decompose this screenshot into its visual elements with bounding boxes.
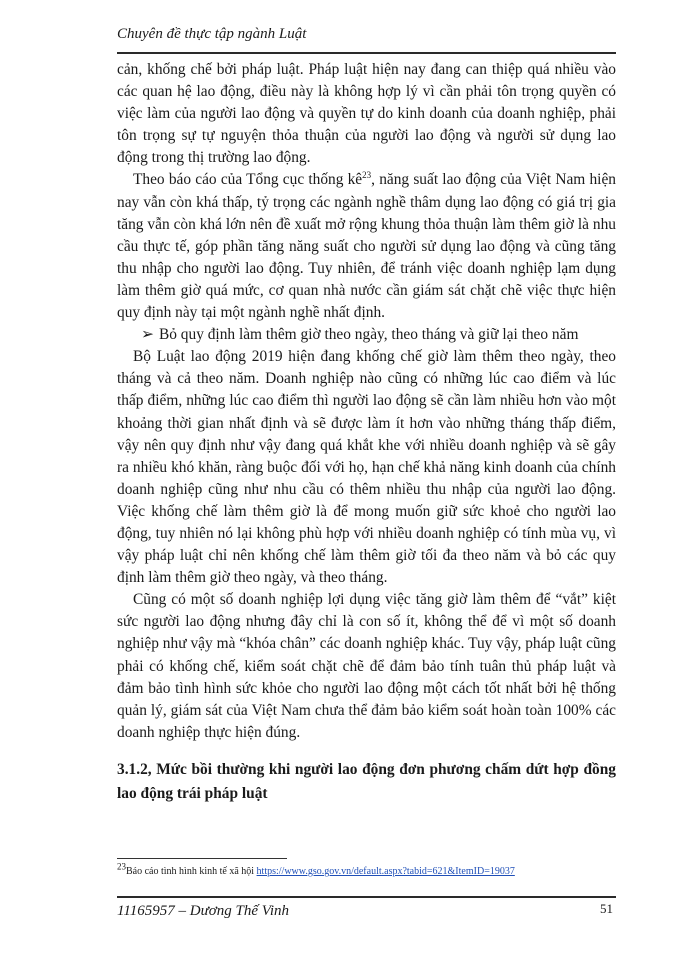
footnote: [117, 861, 616, 877]
paragraph: [117, 169, 616, 324]
paragraph: Cũng có một số doanh nghiệp lợi dụng việc tăng giờ làm thêm để “vắt” kiệt sức người lao động nhưng đây chỉ là con số ít, không thể để vì một số doanh nghiệp như vậy mà “khóa chân” các doanh nghiệp khác. Tuy vậy, pháp luật cũng phải có khống chế, kiểm soát chặt chẽ để đảm bảo tính tuân thủ pháp luật và đảm bảo tình hình sức khỏe cho người lao động một cách tốt nhất bởi hệ thống quản lý, giám sát của Việt Nam chưa thể đảm bảo kiểm soát hoàn toàn 100% các doanh nghiệp thực hiện đúng.: [117, 591, 616, 741]
footer-author: 11165957 – Dương Thế Vinh: [117, 903, 290, 919]
paragraph: cản, khống chế bởi pháp luật. Pháp luật hiện nay đang can thiệp quá nhiều vào các quan hệ lao động, điều này là không hợp lý vì cần phải tôn trọng quyền có việc làm của người lao động và quyền tự do kinh doanh của doanh nghiệp, phải tôn trọng sự tự nguyện thỏa thuận của người lao động và người sử dụng lao động trong thị trường lao động.: [117, 61, 616, 167]
body-text: [117, 59, 616, 806]
footnote-link[interactable]: https://www.gso.gov.vn/default.aspx?tabid=621&ItemID=19037: [256, 866, 515, 877]
footer-rule: [117, 896, 616, 898]
paragraph-text: , năng suất lao động của Việt Nam hiện nay vẫn còn khá thấp, tỷ trọng các ngành nghề thâm dụng lao động có giá trị gia tăng vẫn còn khá lớn nên đề xuất mở rộng khung thỏa thuận làm thêm giờ là nhu cầu thực tế, góp phần tăng năng suất cho người sử dụng lao động và cũng tăng thu nhập cho người lao động. Tuy nhiên, để tránh việc doanh nghiệp lạm dụng làm thêm giờ quá mức, cơ quan nhà nước cần giám sát chặt chẽ việc thực hiện quy định này tại một ngành nghề nhất định.: [117, 171, 616, 322]
paragraph: Bộ Luật lao động 2019 hiện đang khống chế giờ làm thêm theo ngày, theo tháng và cả theo năm. Doanh nghiệp nào cũng có những lúc cao điểm và lúc thấp điểm, những lúc cao điểm thì người lao động sẽ cần làm nhiều hơn vào một khoảng thời gian nhất định và sẽ được làm ít hơn vào những tháng thấp điểm, vậy nên quy định như vậy đang quá khắt khe với nhiều doanh nghiệp và sẽ gây ra nhiều khó khăn, ràng buộc đối với họ, hạn chế khả năng kinh doanh của chính doanh nghiệp cũng như nhu cầu có thêm nhiều thu nhập của người lao động. Việc khống chế làm thêm giờ là để mong muốn giữ sức khoẻ cho người lao động, tuy nhiên nó lại không phù hợp với nhiều doanh nghiệp có tính mùa vụ, vì vậy pháp luật chỉ nên khống chế làm thêm giờ tối đa theo năm và bỏ các quy định làm thêm giờ theo ngày, và theo tháng.: [117, 348, 616, 587]
section-heading: 3.1.2, Mức bồi thường khi người lao động đơn phương chấm dứt hợp đồng lao động trái pháp luật: [117, 760, 616, 802]
header-rule: [117, 52, 616, 54]
page-number: 51: [600, 901, 613, 916]
bullet-item: [117, 324, 616, 346]
footnote-number: 23: [117, 861, 126, 872]
footnote-text: Báo cáo tình hình kinh tế xã hội: [126, 866, 255, 877]
page-header: Chuyên đề thực tập ngành Luật: [117, 26, 307, 42]
arrow-bullet-icon: ➢: [141, 326, 154, 344]
paragraph-text: Theo báo cáo của Tổng cục thống kê: [133, 171, 363, 189]
bullet-text: Bỏ quy định làm thêm giờ theo ngày, theo tháng và giữ lại theo năm: [159, 326, 579, 344]
footnote-ref[interactable]: 23: [362, 170, 372, 181]
footnote-rule: [117, 858, 287, 859]
